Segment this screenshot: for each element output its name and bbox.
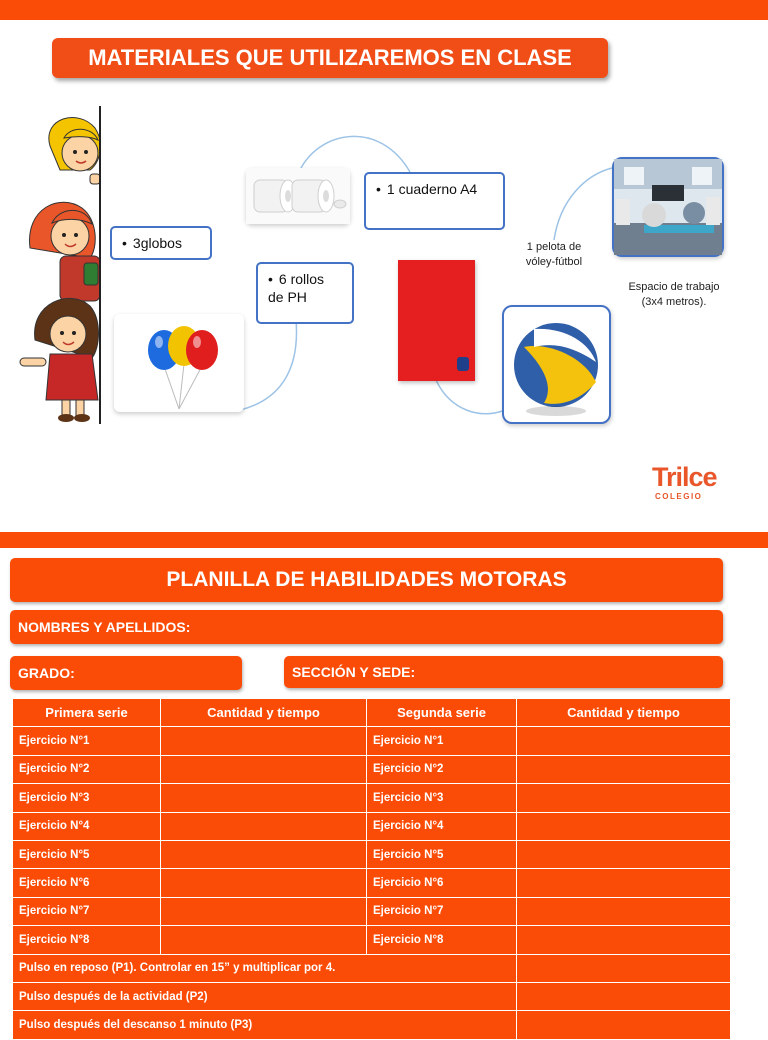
table-input-cell[interactable]: [161, 727, 367, 755]
table-row: [13, 926, 731, 954]
trilce-logo: [652, 462, 734, 508]
ball-caption: 1 pelota de vóley-fútbol: [525, 241, 583, 268]
item-cuaderno-label: 1 cuaderno A4: [386, 181, 478, 197]
table-input-cell[interactable]: [161, 869, 367, 897]
logo-name: Trilce: [652, 462, 717, 492]
motor-skills-slide: [0, 532, 768, 1031]
table-input-cell[interactable]: [161, 755, 367, 783]
bullet-icon: •: [268, 271, 273, 287]
table-row: [13, 897, 731, 925]
table-input-cell[interactable]: [517, 755, 731, 783]
pulse-input-cell[interactable]: [517, 954, 731, 982]
workspace-caption: Espacio de trabajo (3x4 metros).: [628, 281, 720, 308]
pulse-label: Pulso en reposo (P1). Controlar en 15” y multiplicar por 4.: [13, 954, 517, 982]
top-accent-bar: [0, 532, 768, 548]
pulse-input-cell[interactable]: [517, 982, 731, 1010]
table-input-cell[interactable]: [161, 840, 367, 868]
column-header: Cantidad y tiempo: [161, 699, 367, 727]
toilet-rolls-picture: [246, 168, 350, 224]
table-cell: Ejercicio N°7: [13, 897, 161, 925]
planilla-title: PLANILLA DE HABILIDADES MOTORAS: [10, 558, 723, 602]
table-input-cell[interactable]: [517, 897, 731, 925]
pulse-row: [13, 1011, 731, 1039]
table-cell: Ejercicio N°1: [367, 727, 517, 755]
table-input-cell[interactable]: [517, 784, 731, 812]
column-header: Primera serie: [13, 699, 161, 727]
table-input-cell[interactable]: [161, 897, 367, 925]
pulse-label: Pulso después de la actividad (P2): [13, 982, 517, 1010]
toilet-rolls-icon: [246, 168, 350, 224]
table-cell: Ejercicio N°6: [13, 869, 161, 897]
table-row: [13, 869, 731, 897]
balloons-picture: [114, 314, 244, 412]
ball-picture: [502, 305, 611, 424]
table-header-row: [13, 699, 731, 727]
table-cell: Ejercicio N°8: [367, 926, 517, 954]
item-globos-label: 3globos: [132, 235, 182, 251]
bullet-icon: •: [376, 181, 381, 197]
table-input-cell[interactable]: [161, 812, 367, 840]
table-cell: Ejercicio N°5: [367, 840, 517, 868]
grado-field[interactable]: GRADO:: [10, 656, 242, 690]
table-input-cell[interactable]: [161, 926, 367, 954]
table-input-cell[interactable]: [517, 727, 731, 755]
red-notebook-picture: [398, 260, 475, 381]
pulse-row: [13, 954, 731, 982]
pulse-row: [13, 982, 731, 1010]
table-cell: Ejercicio N°2: [367, 755, 517, 783]
table-cell: Ejercicio N°6: [367, 869, 517, 897]
table-row: [13, 755, 731, 783]
balloons-icon: [114, 314, 244, 412]
item-globos-box: [110, 226, 212, 260]
item-rollos-box: [256, 262, 354, 324]
item-rollos-label: 6 rollos de PH: [268, 271, 325, 305]
exercise-table: [12, 698, 731, 1040]
table-cell: Ejercicio N°2: [13, 755, 161, 783]
table-row: [13, 812, 731, 840]
table-cell: Ejercicio N°3: [367, 784, 517, 812]
materials-title: MATERIALES QUE UTILIZAREMOS EN CLASE: [52, 38, 608, 78]
bullet-icon: •: [122, 235, 127, 251]
table-cell: Ejercicio N°4: [13, 812, 161, 840]
workspace-picture: [612, 157, 724, 257]
table-input-cell[interactable]: [517, 869, 731, 897]
table-cell: Ejercicio N°4: [367, 812, 517, 840]
table-input-cell[interactable]: [517, 840, 731, 868]
column-header: Segunda serie: [367, 699, 517, 727]
table-cell: Ejercicio N°1: [13, 727, 161, 755]
seccion-field[interactable]: SECCIÓN Y SEDE:: [284, 656, 723, 688]
table-row: [13, 840, 731, 868]
table-input-cell[interactable]: [161, 784, 367, 812]
logo-sub: COLEGIO: [655, 492, 703, 501]
table-row: [13, 784, 731, 812]
item-cuaderno-box: [364, 172, 505, 230]
notebook-badge-icon: [457, 357, 469, 371]
kids-divider-line: [99, 106, 101, 424]
column-header: Cantidad y tiempo: [517, 699, 731, 727]
table-row: [13, 727, 731, 755]
pulse-label: Pulso después del descanso 1 minuto (P3): [13, 1011, 517, 1039]
table-cell: Ejercicio N°5: [13, 840, 161, 868]
gym-room-icon: [614, 159, 722, 255]
table-input-cell[interactable]: [517, 926, 731, 954]
volleyball-icon: [504, 307, 609, 422]
pulse-input-cell[interactable]: [517, 1011, 731, 1039]
nombres-field[interactable]: NOMBRES Y APELLIDOS:: [10, 610, 723, 644]
table-cell: Ejercicio N°7: [367, 897, 517, 925]
table-input-cell[interactable]: [517, 812, 731, 840]
kids-illustration-icon: [20, 108, 108, 426]
table-cell: Ejercicio N°3: [13, 784, 161, 812]
table-cell: Ejercicio N°8: [13, 926, 161, 954]
